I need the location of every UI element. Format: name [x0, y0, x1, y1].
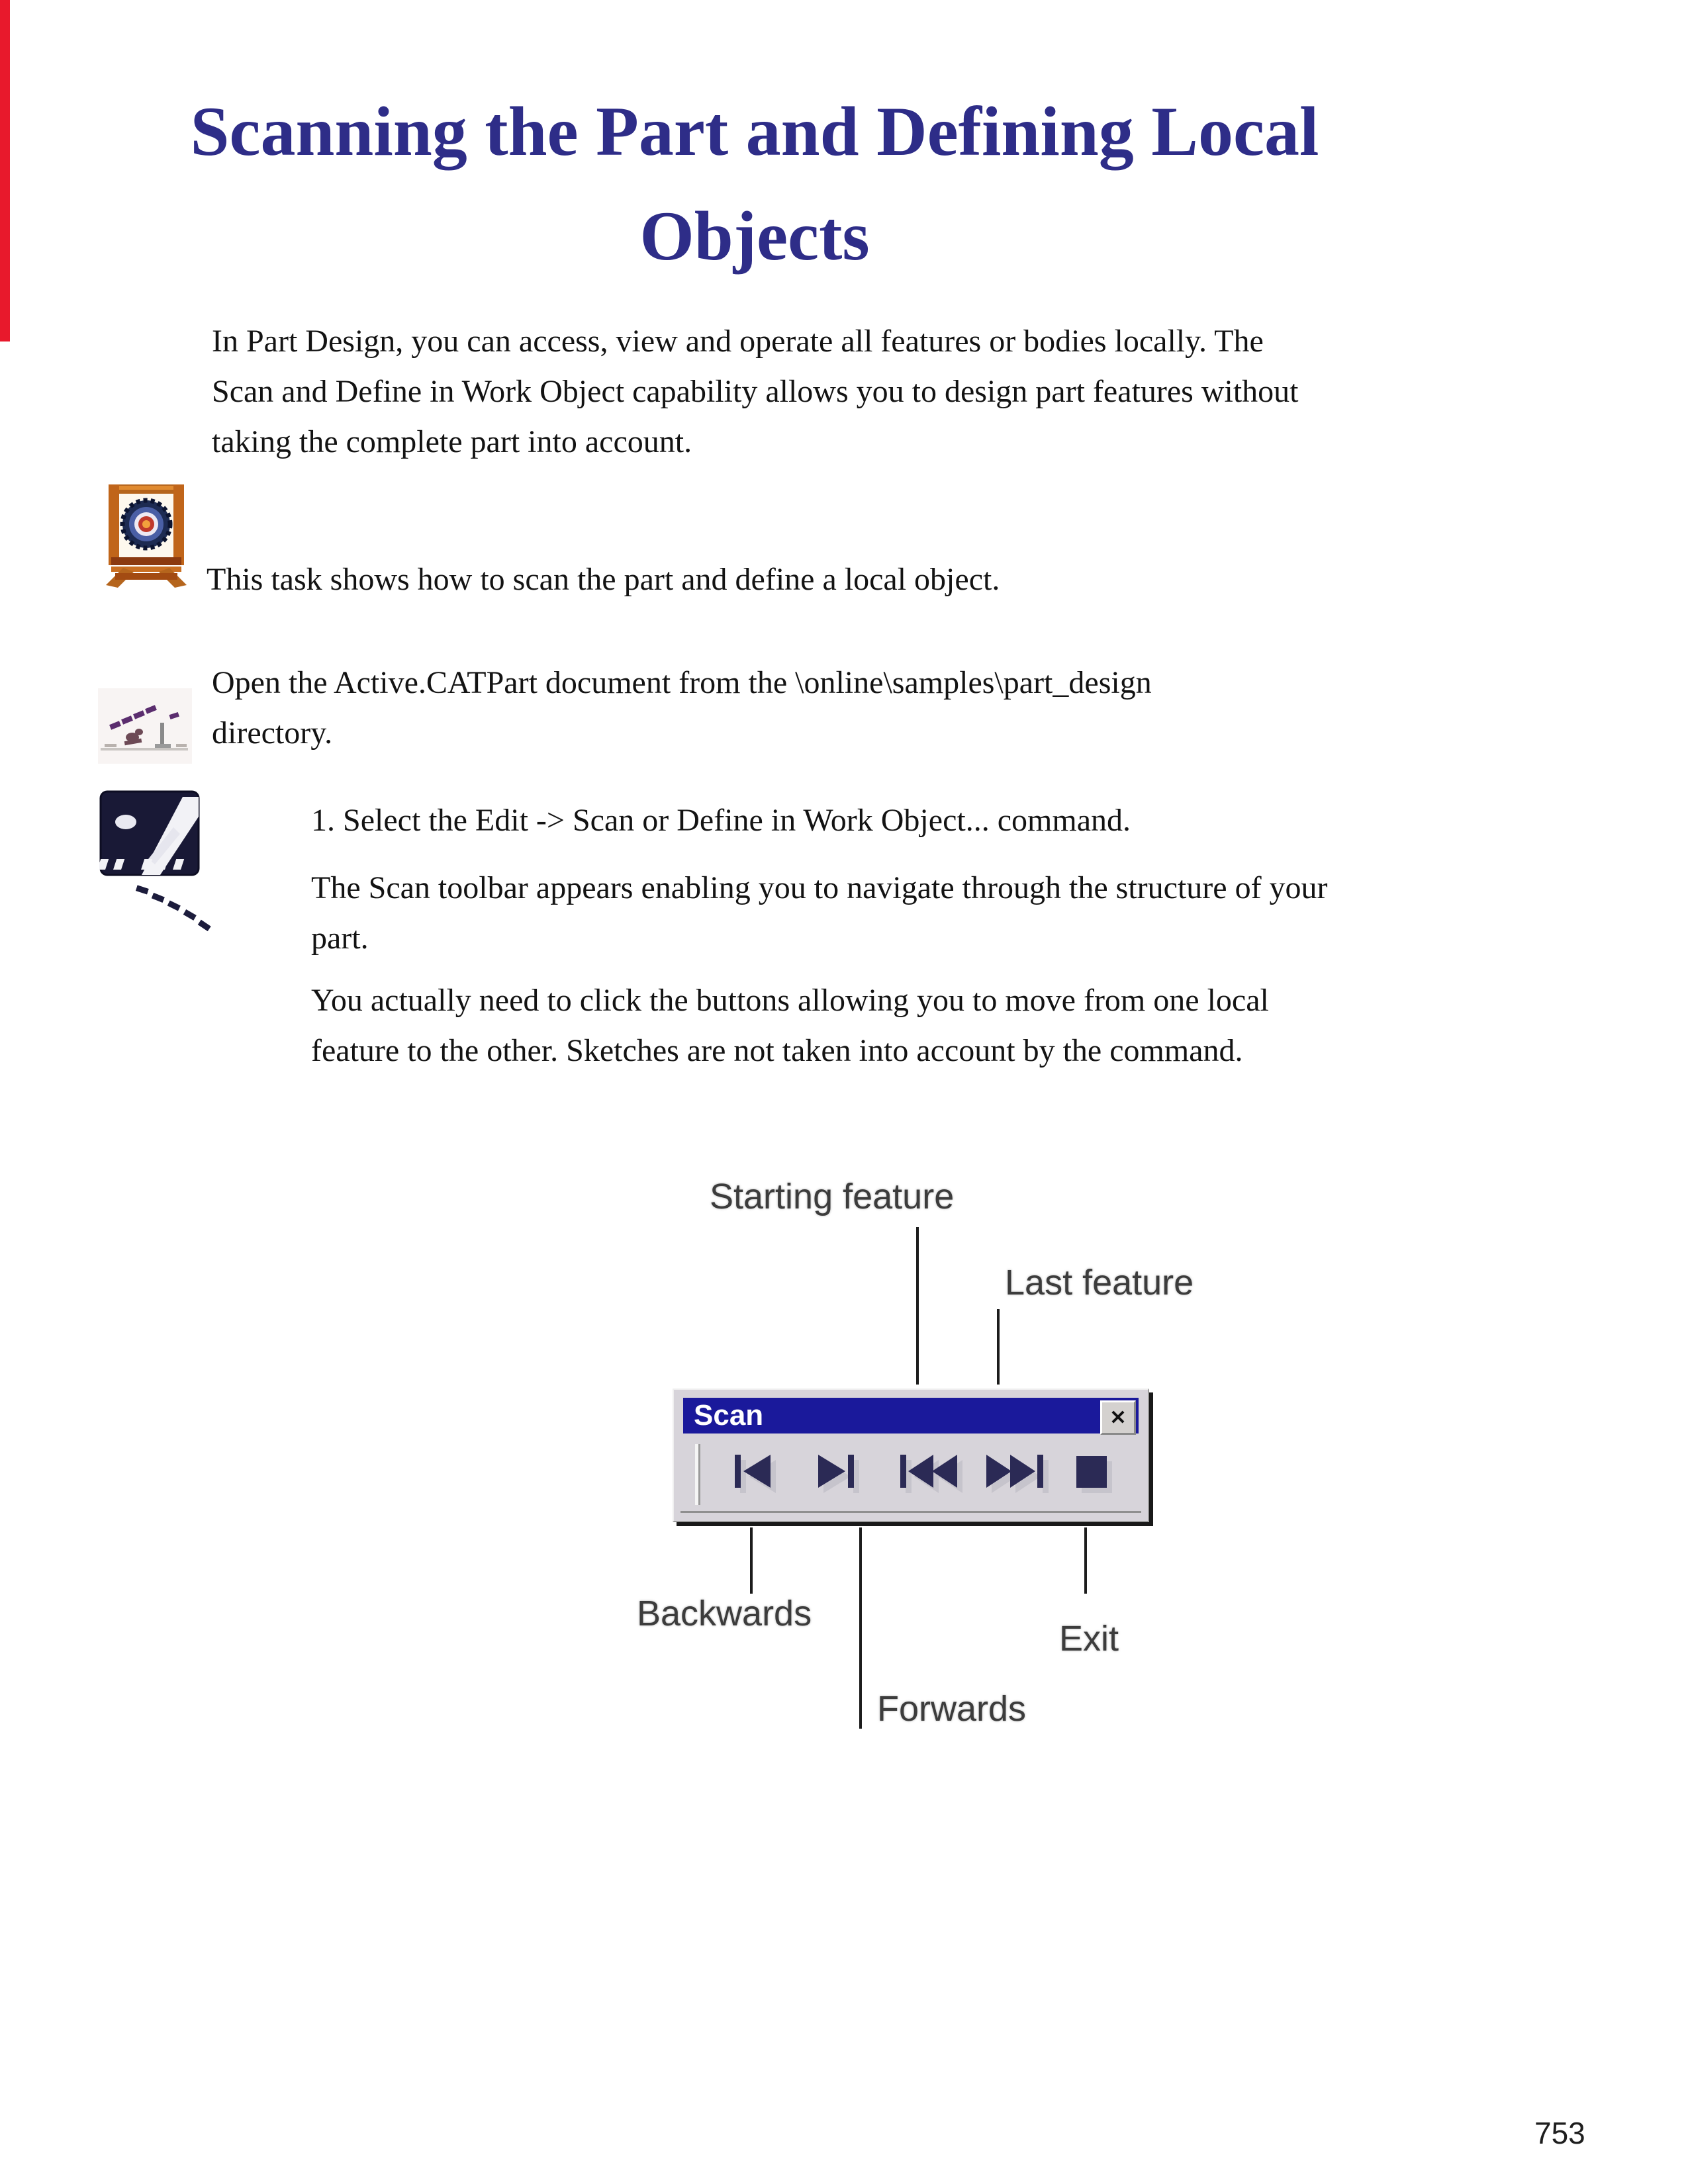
- skip-to-first-icon: [735, 1452, 771, 1490]
- steps-section: [311, 796, 1556, 1076]
- toolbar-paragraph-line2: part.: [311, 921, 369, 956]
- toolbar-grip-handle[interactable]: [695, 1444, 700, 1505]
- exit-label: Exit: [1059, 1619, 1119, 1659]
- toolbar-paragraph-line1: The Scan toolbar appears enabling you to navigate through the structure of your: [311, 870, 1328, 905]
- step-forward-icon: [818, 1452, 854, 1490]
- page-number: 753: [1534, 2116, 1585, 2150]
- open-step-line1: Open the Active.CATPart document from the \online\samples\part_design: [212, 665, 1152, 700]
- intro-line3: taking the complete part into account.: [212, 424, 692, 459]
- open-step-line2: directory.: [212, 715, 333, 751]
- intro-paragraph: [212, 316, 1542, 467]
- scan-toolbar-window: [673, 1388, 1149, 1522]
- revision-bar: [0, 0, 10, 341]
- close-icon[interactable]: ✕: [1100, 1400, 1136, 1435]
- toolbar-paragraph: [311, 863, 1556, 964]
- callout-line-exit: [1084, 1527, 1087, 1594]
- buttons-paragraph: [311, 976, 1556, 1076]
- first-feature-button[interactable]: [735, 1452, 771, 1490]
- fast-forward-button[interactable]: [986, 1452, 1043, 1490]
- step1-text: 1. Select the Edit -> Scan or Define in Work Object... command.: [311, 803, 1131, 838]
- fast-backward-icon: [900, 1452, 957, 1490]
- forwards-label: Forwards: [877, 1689, 1027, 1729]
- task-description: This task shows how to scan the part and define a local object.: [207, 562, 1000, 597]
- target-icon: [101, 483, 192, 589]
- fast-forward-icon: [986, 1452, 1043, 1490]
- starting-feature-label: Starting feature: [710, 1177, 955, 1216]
- fast-backward-button[interactable]: [900, 1452, 957, 1490]
- intro-line1: In Part Design, you can access, view and operate all features or bodies locally. The: [212, 324, 1264, 359]
- scan-window-title: Scan: [694, 1399, 764, 1432]
- callout-line-last: [997, 1309, 1000, 1385]
- stop-square-icon: [1075, 1452, 1108, 1490]
- backwards-label: Backwards: [637, 1594, 812, 1633]
- page-title: [40, 79, 1470, 289]
- page-title-line2: Objects: [639, 197, 870, 275]
- intro-line2: Scan and Define in Work Object capability allows you to design part features without: [212, 374, 1299, 409]
- last-feature-label: Last feature: [1005, 1263, 1194, 1302]
- toolbar-bottom-divider: [680, 1511, 1141, 1513]
- next-feature-button[interactable]: [818, 1452, 854, 1490]
- buttons-paragraph-line1: You actually need to click the buttons allowing you to move from one local: [311, 983, 1269, 1018]
- page-title-line1: Scanning the Part and Defining Local: [190, 93, 1319, 170]
- callout-line-backwards: [750, 1527, 753, 1594]
- open-document-icon: [99, 790, 229, 942]
- callout-line-forwards: [859, 1527, 862, 1729]
- scan-titlebar: [683, 1398, 1139, 1433]
- exit-button[interactable]: [1075, 1452, 1108, 1490]
- scenario-icon: [98, 688, 192, 764]
- open-step-paragraph: [212, 658, 1542, 758]
- buttons-paragraph-line2: feature to the other. Sketches are not taken into account by the command.: [311, 1033, 1243, 1068]
- callout-line-starting: [916, 1227, 919, 1385]
